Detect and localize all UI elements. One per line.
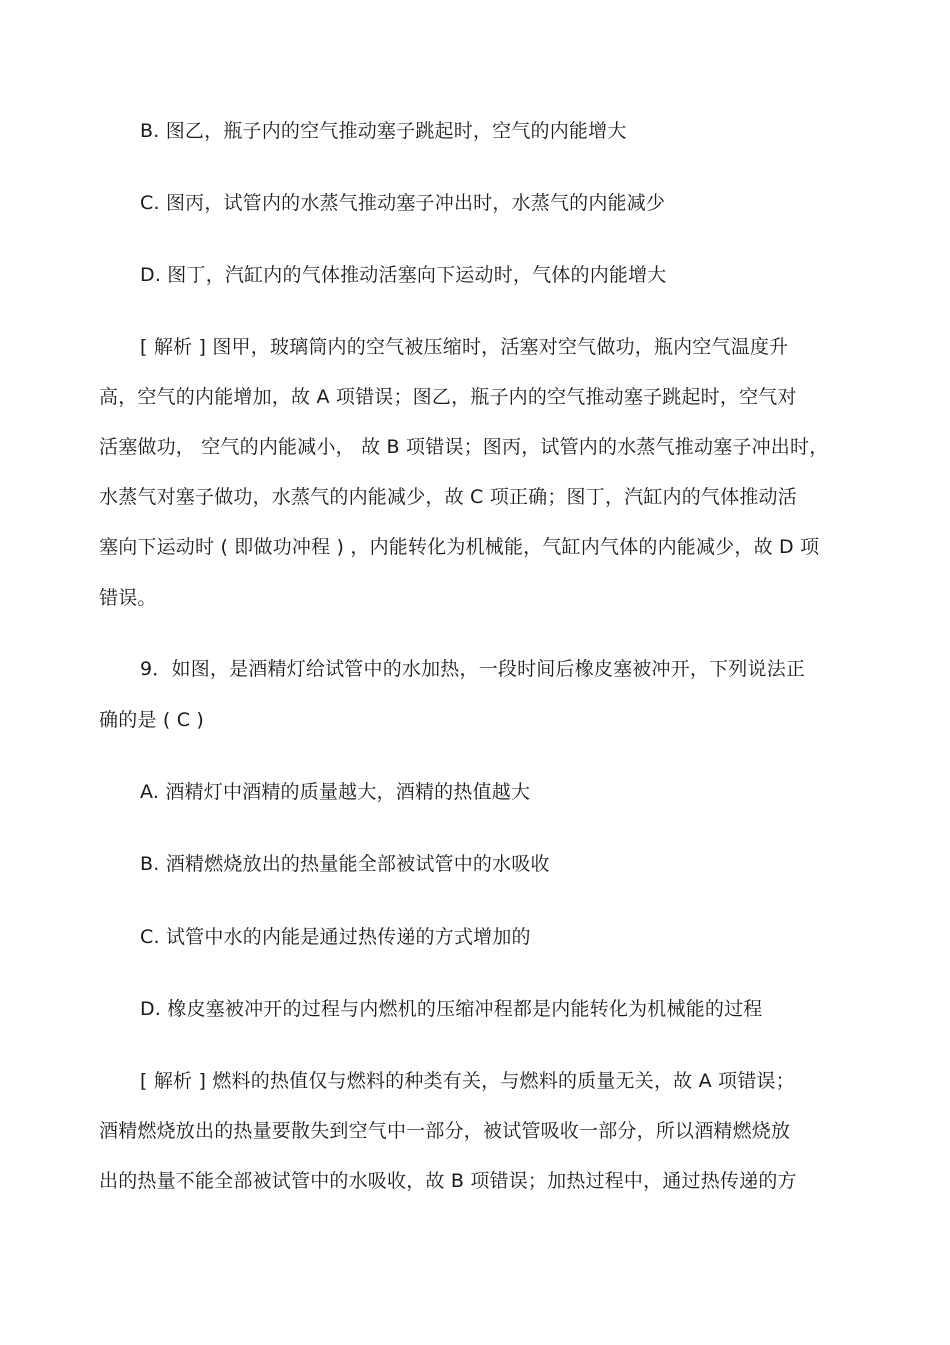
q9-option-b: B. 酒精燃烧放出的热量能全部被试管中的水吸收 — [140, 853, 550, 875]
q8-option-b: B. 图乙，瓶子内的空气推动塞子跳起时，空气的内能增大 — [140, 120, 627, 142]
q9-option-d: D. 橡皮塞被冲开的过程与内燃机的压缩冲程都是内能转化为机械能的过程 — [140, 998, 763, 1020]
q9-stem-line-2: 确的是 ( C ) — [99, 709, 205, 731]
q8-analysis-line-6: 错误。 — [99, 587, 157, 609]
q9-analysis-line-3: 出的热量不能全部被试管中的水吸收，故 B 项错误；加热过程中，通过热传递的方 — [99, 1170, 797, 1192]
q9-option-a: A. 酒精灯中酒精的质量越大，酒精的热值越大 — [140, 781, 531, 803]
q9-option-c: C. 试管中水的内能是通过热传递的方式增加的 — [140, 926, 531, 948]
q8-analysis-line-2: 高，空气的内能增加，故 A 项错误；图乙，瓶子内的空气推动塞子跳起时，空气对 — [99, 386, 797, 408]
q9-stem-line-1: 9．如图，是酒精灯给试管中的水加热，一段时间后橡皮塞被冲开，下列说法正 — [140, 658, 806, 680]
q9-analysis-line-1: [ 解析 ] 燃料的热值仅与燃料的种类有关，与燃料的质量无关，故 A 项错误； — [140, 1070, 795, 1092]
q8-option-c: C. 图丙，试管内的水蒸气推动塞子冲出时，水蒸气的内能减少 — [140, 192, 666, 214]
q8-analysis-line-5: 塞向下运动时 ( 即做功冲程 ) ，内能转化为机械能，气缸内气体的内能减少，故 D 项 — [99, 536, 820, 558]
q8-analysis-line-4: 水蒸气对塞子做功，水蒸气的内能减少，故 C 项正确；图丁，汽缸内的气体推动活 — [99, 486, 797, 508]
q8-option-d: D. 图丁，汽缸内的气体推动活塞向下运动时，气体的内能增大 — [140, 264, 667, 286]
q8-analysis-line-1: [ 解析 ] 图甲，玻璃筒内的空气被压缩时，活塞对空气做功，瓶内空气温度升 — [140, 336, 789, 358]
q8-analysis-line-3: 活塞做功， 空气的内能减小， 故 B 项错误；图丙，试管内的水蒸气推动塞子冲出时， — [99, 436, 829, 458]
q9-analysis-line-2: 酒精燃烧放出的热量要散失到空气中一部分，被试管吸收一部分，所以酒精燃烧放 — [99, 1120, 791, 1142]
